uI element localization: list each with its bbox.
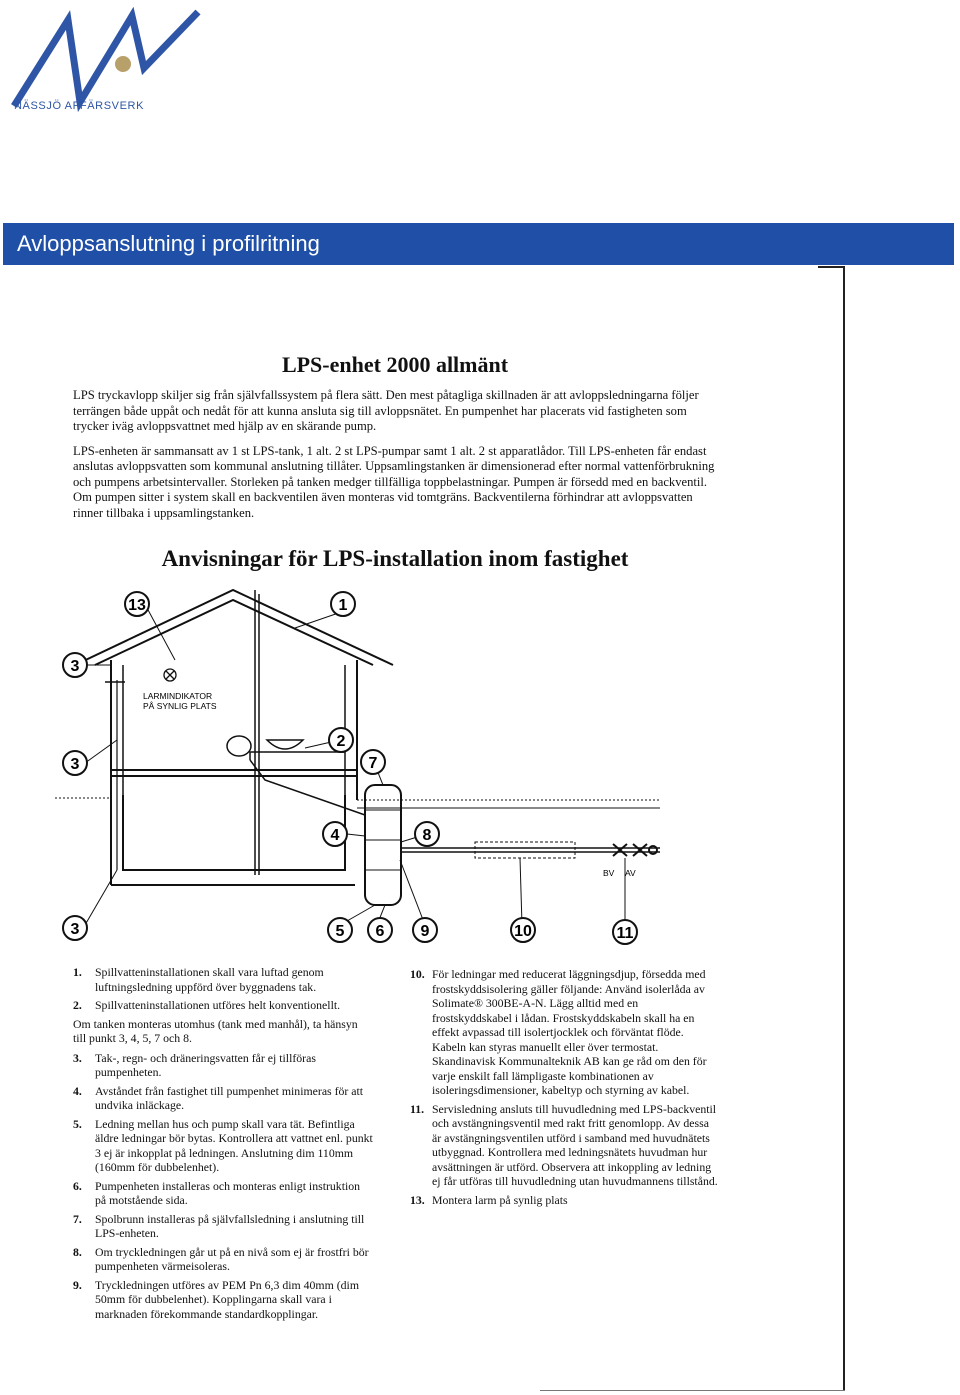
intro-text xyxy=(73,388,723,530)
callout-1 xyxy=(331,592,355,616)
scan-border-right xyxy=(843,266,845,1391)
svg-text:13: 13 xyxy=(128,597,146,614)
list-item xyxy=(73,1051,373,1080)
svg-text:1: 1 xyxy=(338,597,348,614)
instructions-list-left xyxy=(73,965,373,1325)
list-item-text: Om tryckledningen går ut på en nivå som ej är frostfri bör pumpenheten värmeisoleras. xyxy=(95,1244,369,1273)
list-item-text: Tryckledningen utföres av PEM Pn 6,3 dim 40mm (dim 50mm för dubbelenhet). Kopplingarna skall vara i marknaden förekommande standardkopplingar. xyxy=(95,1277,360,1321)
intro-paragraph-2: LPS-enheten är sammansatt av 1 st LPS-tank, 1 alt. 2 st LPS-pumpar samt 1 alt. 2 st apparatlådor. Till LPS-enheten får endast anslutas avloppsvatten som kommunal anslutning tillåter. Uppsamlingstanken är dimensionerad efter normal vattenförbrukning och pumpens arbetsintervaller. Storleken på tanken medger tillfälliga toppbelastningar. Pumpen är försedd med en backventil. Om pumpen sitter i system skall en backventilen även monteras vid tomtgräns. Backventilerna förhindrar att avloppsvatten rinner tillbaka i uppsamlingstanken. xyxy=(73,443,715,520)
list-item xyxy=(73,1278,373,1322)
svg-text:3: 3 xyxy=(70,921,80,938)
list-item xyxy=(73,1245,373,1274)
svg-text:10: 10 xyxy=(514,923,532,940)
bv-label: BV xyxy=(603,868,615,878)
toilet xyxy=(227,736,251,756)
callout-5 xyxy=(328,918,352,942)
list-item xyxy=(73,1212,373,1241)
list-item-number: 9. xyxy=(73,1277,82,1292)
list-item-text: Pumpenheten installeras och monteras enligt instruktion på motstående sida. xyxy=(95,1178,361,1207)
list-item xyxy=(410,1102,720,1189)
alarm-label-line1: LARMINDIKATOR xyxy=(143,691,213,701)
basement-walls xyxy=(123,795,345,870)
list-item-number: 6. xyxy=(73,1178,82,1193)
alarm-label-line2: PÅ SYNLIG PLATS xyxy=(143,701,217,711)
list-item-text: Tak-, regn- och dräneringsvatten får ej tillföras pumpenheten. xyxy=(95,1050,316,1079)
alarm-indicator xyxy=(164,669,176,681)
list-item xyxy=(73,1179,373,1208)
list-item-number: 3. xyxy=(73,1050,82,1065)
lps-tank xyxy=(365,785,401,905)
svg-text:9: 9 xyxy=(420,923,430,940)
list-item-text: Spillvatteninstallationen utföres helt konventionellt. xyxy=(95,998,341,1012)
list-item-text: Spolbrunn installeras på självfallsledning i anslutning till LPS-enheten. xyxy=(95,1211,365,1240)
callout-3-wall xyxy=(63,751,87,775)
callout-9 xyxy=(413,918,437,942)
list-item-number: 1. xyxy=(73,965,82,979)
lps-installation-diagram xyxy=(55,580,675,950)
outdoor-tank-note: Om tanken monteras utomhus (tank med manhål), ta hänsyn till punkt 3, 4, 5, 7 och 8. xyxy=(73,1016,358,1045)
callout-10 xyxy=(511,918,535,942)
callout-7 xyxy=(361,750,385,774)
floor-slab xyxy=(111,770,357,776)
scan-border-top xyxy=(818,266,845,268)
svg-text:5: 5 xyxy=(335,923,345,940)
list-item-number: 4. xyxy=(73,1083,82,1098)
svg-text:2: 2 xyxy=(336,733,346,750)
list-item xyxy=(73,1084,373,1113)
list-item-number: 13. xyxy=(410,1192,425,1207)
list-item xyxy=(73,1117,373,1175)
list-item xyxy=(73,998,373,1013)
list-item-number: 11. xyxy=(410,1101,425,1116)
list-item-text: Servisledning ansluts till huvudledning med LPS-backventil och avstängningsventil med rakt fritt genomlopp. Av dessa är avstängningsventilen utförd i samband med huvudnätets utbyggnad. Kontrollera med ledningsnätets huvudman hur avsättningen är utförd. Observera att inkoppling av ledning ej får utföras till huvudledning utan huvudmannens tillstånd. xyxy=(432,1101,718,1188)
callout-2 xyxy=(329,728,353,752)
av-label: AV xyxy=(625,868,636,878)
document-heading: LPS-enhet 2000 allmänt xyxy=(281,352,509,377)
list-item-text: Avståndet från fastighet till pumpenhet minimeras för att undvika inläckage. xyxy=(95,1083,364,1112)
callout-11 xyxy=(613,920,637,944)
svg-text:8: 8 xyxy=(422,827,432,844)
title-banner xyxy=(3,223,954,265)
callout-13 xyxy=(125,592,149,616)
callout-6 xyxy=(368,918,392,942)
scan-border-bottom xyxy=(540,1390,845,1391)
list-item-text: Montera larm på synlig plats xyxy=(432,1192,568,1207)
list-item xyxy=(410,1193,720,1208)
list-item-number: 5. xyxy=(73,1116,82,1131)
page-title: Avloppsanslutning i profilritning xyxy=(17,231,320,256)
callout-4 xyxy=(323,822,347,846)
callout-3-roof xyxy=(63,653,87,677)
callout-8 xyxy=(415,822,439,846)
svg-text:3: 3 xyxy=(70,756,80,773)
avstangningsventil xyxy=(633,844,647,856)
list-item-number: 8. xyxy=(73,1244,82,1259)
list-item-text: Ledning mellan hus och pump skall vara tät. Befintliga äldre ledningar bör bytas. Kontrollera att vattnet enl. punkt 3 ej är inkopplat på ledningen. Anslutning dim 110mm (160mm för dubbelenhet). xyxy=(95,1116,373,1174)
list-item xyxy=(410,967,720,1098)
svg-text:4: 4 xyxy=(330,827,340,844)
sink xyxy=(267,740,303,749)
sewer-line xyxy=(250,752,345,760)
instructions-list-right xyxy=(410,967,720,1211)
list-item xyxy=(73,965,373,994)
backventil xyxy=(613,844,627,856)
svg-text:11: 11 xyxy=(616,925,634,942)
insulation-box xyxy=(475,842,575,858)
list-item-number: 2. xyxy=(73,998,82,1012)
svg-text:7: 7 xyxy=(368,755,378,772)
logo-company-name: NÄSSJÖ AFFÄRSVERK xyxy=(14,100,145,112)
installation-heading: Anvisningar för LPS-installation inom fastighet xyxy=(161,546,629,571)
svg-text:6: 6 xyxy=(375,923,385,940)
list-item-number: 7. xyxy=(73,1211,82,1226)
intro-paragraph-1: LPS tryckavlopp skiljer sig från självfallssystem på flera sätt. Den mest påtagliga skillnaden är att avloppsledningarna följer terrängen både uppåt och nedåt för att kunna ansluta sig till avloppsnätet. En pumpenhet har placerats vid fastigheten som trycker iväg avloppsvattnet med hjälp av en skärande pump. xyxy=(73,388,699,433)
list-item-text: Spillvatteninstallationen skall vara luftad genom luftningsledning uppförd över byggnadens tak. xyxy=(95,965,324,994)
svg-text:3: 3 xyxy=(70,658,80,675)
callout-3-ground xyxy=(63,916,87,940)
list-item-number: 10. xyxy=(410,967,425,981)
list-item-text: För ledningar med reducerat läggningsdjup, försedda med frostskyddsisolering gäller följande: Använd isolerlåda av Solimate® 300BE-A-N. Lägg alltid med en frostskyddskabel i lådan. Frostskyddskabeln skall ha en effekt avpassad till isolertjocklek och förväntat flöde. Kabeln kan styras manuellt eller över termostat. Skandinavisk Kommunalteknik AB kan ge råd om den för varje enskilt fall lämpligaste kombinationen av isoleringsdimensioner, kabeltyp och styrning av kabel. xyxy=(432,967,707,1097)
